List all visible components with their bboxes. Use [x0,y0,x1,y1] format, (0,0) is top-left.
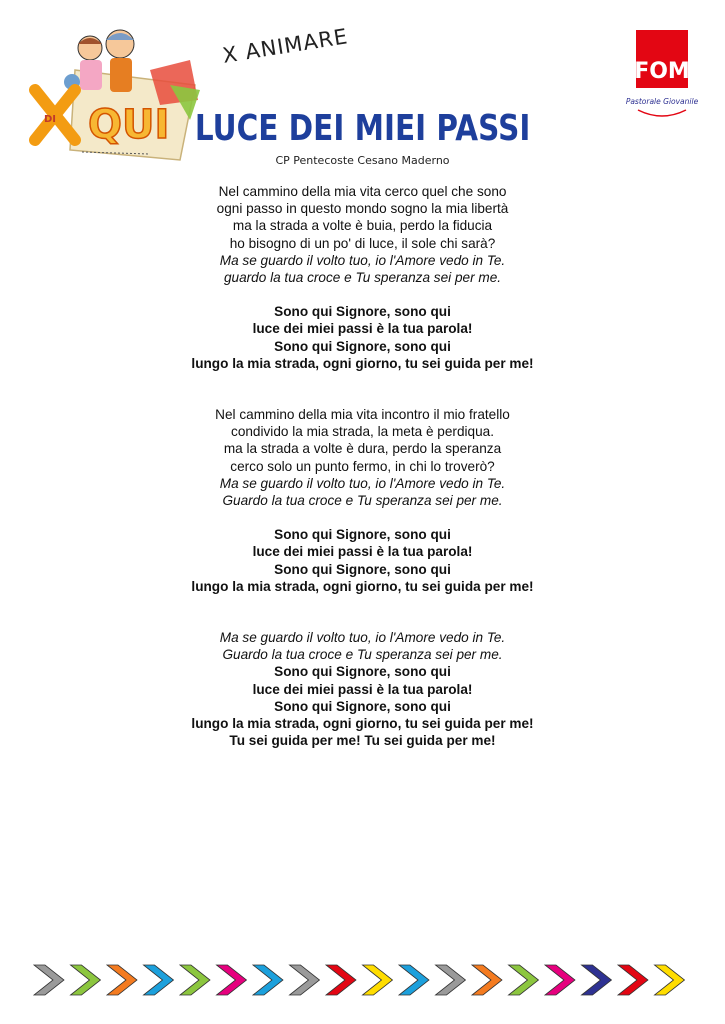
lyric-line: ho bisogno di un po' di luce, il sole chi sarà? [229,235,496,251]
lyric-line: condivido la mia strada, la meta è perdiqua. [231,424,494,440]
logo-di-qua [30,30,205,170]
chorus-2 [0,526,725,595]
lyric-line: Sono qui Signore, sono qui [274,561,451,577]
svg-text:DI: DI [44,114,57,125]
x-animare-tag: X ANIMARE [220,24,350,68]
lyric-line: Nel cammino della mia vita cerco quel che sono [218,184,507,199]
chevron-arrow-icon [399,965,429,995]
lyric-line: Guardo la tua croce e Tu speranza sei per me. [222,647,503,663]
lyric-line: Ma se guardo il volto tuo, io l'Amore vedo in Te. [219,252,506,268]
lyric-line: Sono qui Signore, sono qui [274,698,451,714]
song-title: LUCE DEI MIEI PASSI [194,108,531,149]
chevron-arrow-icon [326,965,356,995]
lyric-line: Guardo la tua croce e Tu speranza sei per me. [222,493,503,509]
chevron-arrow-icon [290,965,320,995]
lyric-line: Sono qui Signore, sono qui [274,664,451,680]
lyric-line: guardo la tua croce e Tu speranza sei per me. [223,270,502,286]
chevron-arrow-icon [217,965,247,995]
chevron-arrow-icon [71,965,101,995]
lyrics [0,183,725,766]
chevron-arrow-icon [436,965,466,995]
lyric-line: Nel cammino della mia vita incontro il mio fratello [215,407,510,423]
chevron-arrow-icon [509,965,539,995]
chevron-arrow-icon [144,965,174,995]
lyric-line: luce dei miei passi è la tua parola! [252,681,473,697]
lyric-line: lungo la mia strada, ogni giorno, tu sei guida per me! [191,578,534,594]
chevron-arrow-icon [107,965,137,995]
decorative-arrow-band [34,963,694,997]
lyric-line: Sono qui Signore, sono qui [274,304,451,320]
lyric-line: lungo la mia strada, ogni giorno, tu sei guida per me! [191,716,534,732]
lyric-line: Tu sei guida per me! Tu sei guida per me! [229,733,496,749]
lyric-line: lungo la mia strada, ogni giorno, tu sei guida per me! [191,355,534,371]
chevron-arrow-icon [180,965,210,995]
lyric-line: Ma se guardo il volto tuo, io l'Amore vedo in Te. [219,630,506,646]
stanza-2 [0,406,725,509]
chevron-arrow-icon [34,965,64,995]
chevron-arrow-icon [618,965,648,995]
chevron-arrow-icon [363,965,393,995]
lyric-line: ma la strada a volte è dura, perdo la speranza [223,441,502,457]
chevron-arrow-icon [582,965,612,995]
chevron-arrow-icon [253,965,283,995]
song-subtitle: CP Pentecoste Cesano Maderno [275,154,450,167]
logo-right-text: FOM [634,59,690,84]
chevron-arrow-icon [545,965,575,995]
lyric-line: Sono qui Signore, sono qui [274,338,451,354]
lyric-line: luce dei miei passi è la tua parola! [252,544,473,560]
lyric-line: luce dei miei passi è la tua parola! [252,321,473,337]
chevron-arrow-icon [655,965,685,995]
lyric-line: Ma se guardo il volto tuo, io l'Amore vedo in Te. [219,475,506,491]
finale [0,629,725,749]
chorus-1 [0,303,725,372]
lyric-line: ogni passo in questo mondo sogno la mia libertà [216,201,509,217]
logo-left-text: QUI [88,102,170,148]
chevron-arrow-icon [472,965,502,995]
lyric-line: ma la strada a volte è buia, perdo la fiducia [232,218,493,234]
lyric-line: Sono qui Signore, sono qui [274,527,451,543]
lyric-line: cerco solo un punto fermo, in chi lo troverò? [230,458,495,474]
stanza-1 [0,183,725,286]
logo-right-caption: Pastorale Giovanile [625,97,699,106]
